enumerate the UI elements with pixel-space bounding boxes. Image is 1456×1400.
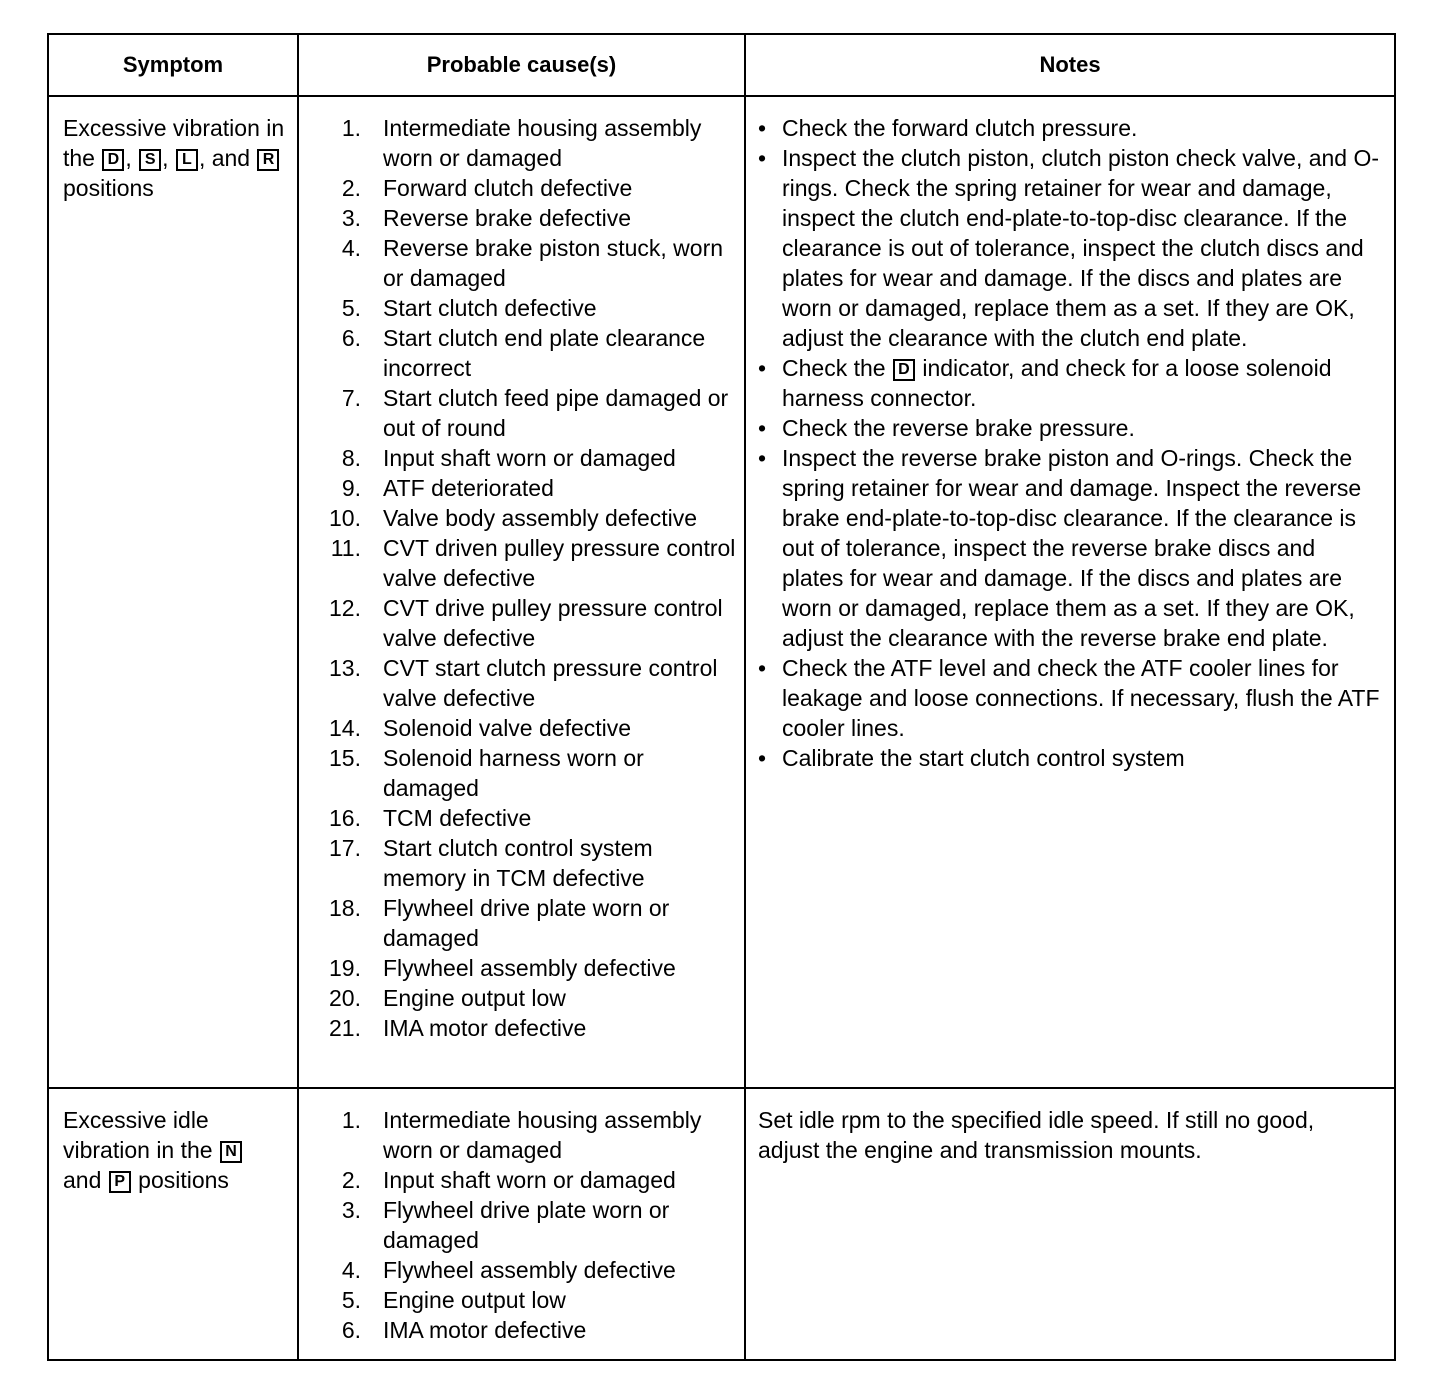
list-item: • Check the D indicator, and check for a loose solenoid harness connector. <box>758 355 1332 411</box>
list-item: 6. Start clutch end plate clearance incorrect <box>341 325 706 381</box>
position-l-icon: L <box>176 149 198 171</box>
bullet-icon: • <box>758 745 767 771</box>
header-symptom: Symptom <box>48 34 298 96</box>
list-item: 8. Input shaft worn or damaged <box>341 445 676 471</box>
table-header-row <box>48 34 1395 96</box>
header-probable-causes: Probable cause(s) <box>298 34 745 96</box>
causes-cell <box>298 1088 745 1360</box>
bullet-icon: • <box>758 355 767 381</box>
note-text: Set idle rpm to the specified idle speed. If still no good, adjust the engine and transmission mounts. <box>758 1107 1315 1163</box>
position-s-icon: S <box>139 149 161 171</box>
bullet-icon: • <box>758 445 767 471</box>
causes-cell <box>298 96 745 1088</box>
list-item: • Inspect the reverse brake piston and O-rings. Check the spring retainer for wear and damage. Inspect the reverse brake end-plate-to-top-disc clearance. If the clearance is out of tolerance, inspect the reverse brake discs and plates for wear and damage. If the discs and plates are worn or damaged, replace them as a set. If they are OK, adjust the clearance with the reverse brake end plate. <box>758 445 1362 651</box>
list-item: 5. Start clutch defective <box>341 295 597 321</box>
list-item: 18. Flywheel drive plate worn or damaged <box>329 895 670 951</box>
list-item: 14. Solenoid valve defective <box>329 715 632 741</box>
list-item: 4. Flywheel assembly defective <box>341 1257 676 1283</box>
list-item: • Inspect the clutch piston, clutch piston check valve, and O-rings. Check the spring retainer for wear and damage, inspect the clutch end-plate-to-top-disc clearance. If the clearance is out of tolerance, inspect the clutch discs and plates for wear and damage. If the discs and plates are worn or damaged, replace them as a set. If they are OK, adjust the clearance with the clutch end plate. <box>758 145 1380 351</box>
list-item: 20. Engine output low <box>329 985 566 1011</box>
header-notes: Notes <box>745 34 1395 96</box>
list-item: • Calibrate the start clutch control system <box>758 745 1185 771</box>
list-item: • Check the ATF level and check the ATF cooler lines for leakage and loose connections. If necessary, flush the ATF cooler lines. <box>758 655 1380 741</box>
table-row <box>48 1088 1395 1360</box>
list-item: 2. Forward clutch defective <box>341 175 633 201</box>
list-item: 3. Reverse brake defective <box>341 205 632 231</box>
cause-list <box>315 113 738 1043</box>
position-p-icon: P <box>109 1171 131 1193</box>
list-item: 17. Start clutch control system memory in TCM defective <box>329 835 653 891</box>
position-d-icon: D <box>102 149 124 171</box>
notes-cell <box>745 1088 1395 1360</box>
bullet-icon: • <box>758 415 767 441</box>
position-n-icon: N <box>220 1141 242 1163</box>
list-item: • Check the reverse brake pressure. <box>758 415 1135 441</box>
list-item: • Check the forward clutch pressure. <box>758 115 1138 141</box>
bullet-icon: • <box>758 115 767 141</box>
list-item: 10. Valve body assembly defective <box>329 505 698 531</box>
cause-list <box>315 1105 738 1345</box>
troubleshooting-table <box>47 33 1396 1361</box>
list-item: 6. IMA motor defective <box>341 1317 587 1343</box>
list-item: 7. Start clutch feed pipe damaged or out of round <box>341 385 729 441</box>
list-item: 21. IMA motor defective <box>329 1015 587 1041</box>
position-r-icon: R <box>257 149 279 171</box>
notes-cell <box>745 96 1395 1088</box>
list-item: 3. Flywheel drive plate worn or damaged <box>341 1197 670 1253</box>
note-list <box>758 113 1380 773</box>
symptom-cell: Excessive idle vibration in the N and P positions <box>48 1088 298 1360</box>
symptom-cell: Excessive vibration in the D , S , L , and R positions <box>48 96 298 1088</box>
list-item: 1. Intermediate housing assembly worn or damaged <box>341 115 702 171</box>
list-item: 16. TCM defective <box>329 805 532 831</box>
list-item: 5. Engine output low <box>341 1287 566 1313</box>
bullet-icon: • <box>758 145 767 171</box>
list-item: 13. CVT start clutch pressure control valve defective <box>329 655 718 711</box>
list-item: 12. CVT drive pulley pressure control valve defective <box>329 595 723 651</box>
position-d-icon: D <box>893 359 915 381</box>
list-item: 4. Reverse brake piston stuck, worn or damaged <box>341 235 724 291</box>
list-item: 15. Solenoid harness worn or damaged <box>329 745 644 801</box>
list-item: 9. ATF deteriorated <box>341 475 554 501</box>
list-item: 2. Input shaft worn or damaged <box>341 1167 676 1193</box>
bullet-icon: • <box>758 655 767 681</box>
table-row <box>48 96 1395 1088</box>
list-item: 19. Flywheel assembly defective <box>329 955 676 981</box>
list-item: 1. Intermediate housing assembly worn or damaged <box>341 1107 702 1163</box>
list-item: 11. CVT driven pulley pressure control valve defective <box>330 535 736 591</box>
